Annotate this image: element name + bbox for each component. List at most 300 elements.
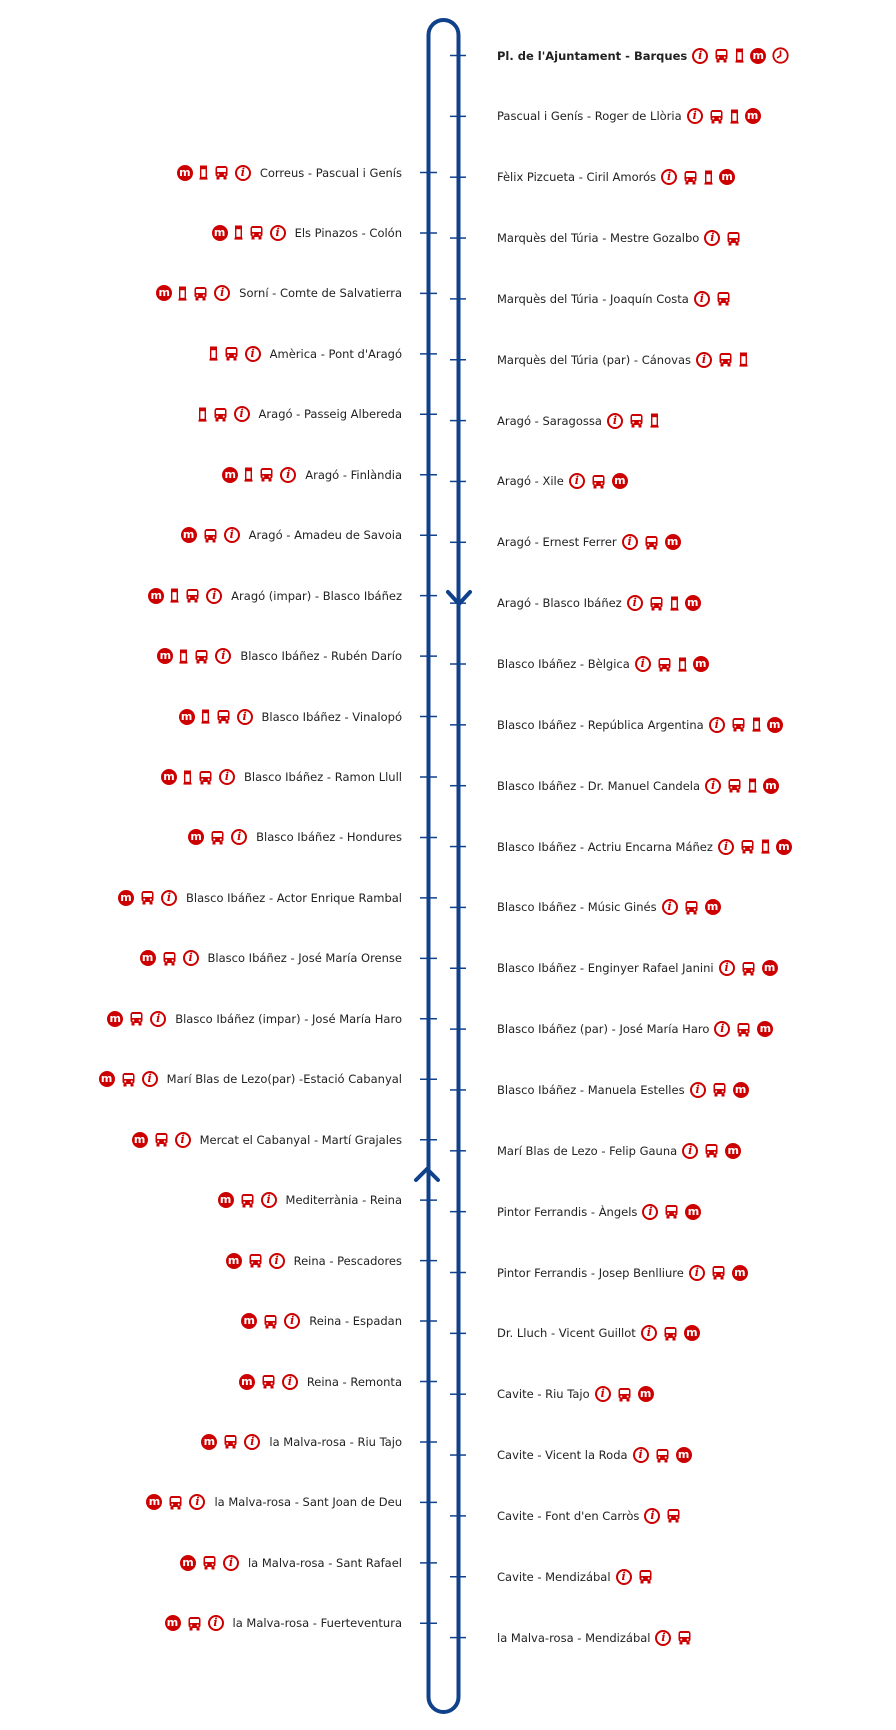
return-stop[interactable]: [157, 644, 402, 668]
metro-icon[interactable]: m: [161, 769, 177, 785]
bus-stop-post-icon[interactable]: [170, 588, 179, 603]
info-icon[interactable]: i: [622, 534, 638, 550]
return-stop[interactable]: [99, 1067, 402, 1091]
return-stop[interactable]: [148, 584, 402, 608]
outbound-stop[interactable]: [497, 1321, 700, 1345]
outbound-stop[interactable]: [497, 44, 789, 68]
stop-name: Mercat el Cabanyal - Martí Grajales: [199, 1132, 402, 1147]
metro-icon[interactable]: m: [99, 1071, 115, 1087]
metro-icon[interactable]: m: [107, 1011, 123, 1027]
metro-icon[interactable]: m: [732, 1265, 748, 1281]
outbound-stop[interactable]: [497, 895, 721, 919]
info-icon[interactable]: i: [616, 1569, 632, 1585]
metro-icon[interactable]: m: [745, 108, 761, 124]
info-icon[interactable]: i: [219, 769, 235, 785]
bus-icon[interactable]: [154, 1132, 169, 1147]
bus-stop-post-icon[interactable]: [179, 649, 188, 664]
stop-services: [218, 1192, 277, 1208]
info-icon[interactable]: i: [719, 960, 735, 976]
stop-services: [132, 1132, 191, 1148]
metro-icon[interactable]: m: [165, 1615, 181, 1631]
stop-name: Aragó - Finlàndia: [305, 467, 402, 482]
stop-services: [705, 778, 779, 794]
stop-name: Pintor Ferrandis - Josep Benlliure: [497, 1265, 684, 1280]
bus-icon[interactable]: [629, 413, 644, 428]
return-stop[interactable]: [198, 402, 402, 426]
stop-services: [633, 1447, 692, 1463]
bus-icon[interactable]: [213, 407, 228, 422]
bus-stop-post-icon[interactable]: [752, 717, 761, 732]
stop-services: [177, 165, 251, 181]
metro-icon[interactable]: m: [638, 1386, 654, 1402]
metro-icon[interactable]: m: [725, 1143, 741, 1159]
bus-icon[interactable]: [140, 890, 155, 905]
stop-name: Marí Blas de Lezo - Felip Gauna: [497, 1143, 678, 1158]
info-icon[interactable]: i: [689, 1265, 705, 1281]
metro-icon[interactable]: m: [612, 473, 628, 489]
return-stop[interactable]: [118, 886, 402, 910]
bus-icon[interactable]: [263, 1314, 278, 1329]
metro-icon[interactable]: m: [239, 1374, 255, 1390]
metro-icon[interactable]: m: [776, 839, 792, 855]
info-icon[interactable]: i: [231, 829, 247, 845]
outbound-stop[interactable]: [497, 1504, 681, 1528]
return-stop[interactable]: [165, 1611, 402, 1635]
stop-name: la Malva-rosa - Sant Rafael: [247, 1555, 402, 1570]
outbound-stop[interactable]: [497, 530, 681, 554]
stop-services: [239, 1374, 298, 1390]
metro-icon[interactable]: m: [218, 1192, 234, 1208]
bus-icon[interactable]: [666, 1508, 681, 1523]
info-icon[interactable]: i: [142, 1071, 158, 1087]
bus-stop-post-icon[interactable]: [739, 352, 748, 367]
metro-icon[interactable]: m: [733, 1082, 749, 1098]
return-stop[interactable]: [161, 765, 402, 789]
stop-services: [188, 829, 247, 845]
bus-icon[interactable]: [644, 535, 659, 550]
bus-icon[interactable]: [223, 1434, 238, 1449]
return-stop[interactable]: [222, 463, 402, 487]
metro-icon[interactable]: m: [665, 534, 681, 550]
return-stop[interactable]: [180, 1551, 402, 1575]
stop-services: [635, 656, 709, 672]
stop-name: Reina - Pescadores: [293, 1253, 402, 1268]
metro-icon[interactable]: m: [179, 709, 195, 725]
stop-services: [146, 1494, 205, 1510]
metro-icon[interactable]: m: [222, 467, 238, 483]
info-icon[interactable]: i: [661, 169, 677, 185]
stop-name: Blasco Ibáñez - Músic Ginés: [497, 900, 657, 915]
outbound-stop[interactable]: [497, 469, 628, 493]
bus-icon[interactable]: [216, 709, 231, 724]
bus-icon[interactable]: [248, 1253, 263, 1268]
info-icon[interactable]: i: [687, 108, 703, 124]
bus-icon[interactable]: [198, 770, 213, 785]
metro-icon[interactable]: m: [201, 1434, 217, 1450]
bus-icon[interactable]: [684, 900, 699, 915]
stop-services: [714, 1021, 773, 1037]
bus-stop-post-icon[interactable]: [198, 407, 207, 422]
bus-icon[interactable]: [224, 346, 239, 361]
stop-services: [709, 717, 783, 733]
metro-icon[interactable]: m: [693, 656, 709, 672]
info-icon[interactable]: i: [696, 352, 712, 368]
metro-icon[interactable]: m: [750, 48, 766, 64]
stop-services: [644, 1508, 681, 1524]
clock-icon[interactable]: [772, 47, 789, 64]
stop-name: Marquès del Túria - Mestre Gozalbo: [497, 231, 700, 246]
stop-name: Pl. de l'Ajuntament - Barques: [497, 48, 688, 63]
stop-services: [148, 588, 222, 604]
bus-stop-post-icon[interactable]: [704, 170, 713, 185]
bus-icon[interactable]: [121, 1072, 136, 1087]
stop-name: Aragó - Xile: [497, 474, 564, 489]
stop-name: Blasco Ibáñez - Ramon Llull: [244, 770, 402, 784]
metro-icon[interactable]: m: [241, 1313, 257, 1329]
metro-icon[interactable]: m: [685, 595, 701, 611]
return-stop[interactable]: [179, 705, 402, 729]
return-stop[interactable]: [188, 825, 402, 849]
stop-services: [595, 1386, 654, 1402]
stop-services: [682, 1143, 741, 1159]
outbound-stop[interactable]: [497, 1626, 692, 1650]
info-icon[interactable]: i: [150, 1011, 166, 1027]
stop-name: Blasco Ibáñez - Vinalopó: [261, 709, 402, 724]
bus-icon[interactable]: [240, 1193, 255, 1208]
bus-icon[interactable]: [704, 1143, 719, 1158]
info-icon[interactable]: i: [633, 1447, 649, 1463]
stop-name: Blasco Ibáñez (par) - José María Haro: [497, 1022, 710, 1037]
outbound-stop[interactable]: [497, 774, 779, 798]
stop-services: [161, 769, 235, 785]
bus-icon[interactable]: [259, 467, 274, 482]
bus-stop-post-icon[interactable]: [183, 770, 192, 785]
bus-icon[interactable]: [203, 528, 218, 543]
info-icon[interactable]: i: [641, 1325, 657, 1341]
metro-icon[interactable]: m: [705, 899, 721, 915]
info-icon[interactable]: i: [206, 588, 222, 604]
metro-icon[interactable]: m: [719, 169, 735, 185]
metro-icon[interactable]: m: [181, 527, 197, 543]
stop-services: [694, 291, 731, 307]
return-stop[interactable]: [107, 1007, 402, 1031]
stop-services: [157, 648, 231, 664]
outbound-stop[interactable]: [497, 226, 741, 250]
bus-stop-post-icon[interactable]: [201, 709, 210, 724]
info-icon[interactable]: i: [690, 1082, 706, 1098]
bus-icon[interactable]: [716, 291, 731, 306]
return-stop[interactable]: [177, 161, 402, 185]
return-stop[interactable]: [156, 281, 402, 305]
info-icon[interactable]: i: [655, 1630, 671, 1646]
stop-services: [719, 960, 778, 976]
bus-icon[interactable]: [741, 961, 756, 976]
info-icon[interactable]: i: [270, 225, 286, 241]
info-icon[interactable]: i: [245, 346, 261, 362]
bus-icon[interactable]: [683, 170, 698, 185]
stop-services: [627, 595, 701, 611]
stop-services: [718, 839, 792, 855]
stop-services: [642, 1204, 701, 1220]
bus-stop-post-icon[interactable]: [730, 109, 739, 124]
info-icon[interactable]: i: [682, 1143, 698, 1159]
outbound-stop[interactable]: [497, 1017, 773, 1041]
info-icon[interactable]: i: [692, 48, 708, 64]
stop-services: [687, 108, 761, 124]
outbound-stop[interactable]: [497, 348, 748, 372]
stop-services: [661, 169, 735, 185]
outbound-stop[interactable]: [497, 104, 761, 128]
stop-services: [241, 1313, 300, 1329]
stop-services: [198, 406, 250, 422]
info-icon[interactable]: i: [635, 656, 651, 672]
bus-icon[interactable]: [249, 225, 264, 240]
stop-name: Marí Blas de Lezo(par) -Estació Cabanyal: [166, 1072, 402, 1087]
bus-stop-post-icon[interactable]: [735, 48, 744, 63]
metro-icon[interactable]: m: [676, 1447, 692, 1463]
info-icon[interactable]: i: [261, 1192, 277, 1208]
bus-icon[interactable]: [709, 109, 724, 124]
stop-name: Cavite - Mendizábal: [497, 1569, 611, 1584]
stop-services: [201, 1434, 260, 1450]
bus-stop-post-icon[interactable]: [234, 225, 243, 240]
bus-icon[interactable]: [214, 165, 229, 180]
stop-services: [140, 950, 199, 966]
stop-name: Sorní - Comte de Salvatierra: [239, 286, 402, 301]
bus-icon[interactable]: [638, 1569, 653, 1584]
metro-icon[interactable]: m: [157, 648, 173, 664]
info-icon[interactable]: i: [569, 473, 585, 489]
stop-services: [156, 285, 230, 301]
info-icon[interactable]: i: [280, 467, 296, 483]
bus-icon[interactable]: [591, 474, 606, 489]
bus-stop-post-icon[interactable]: [199, 165, 208, 180]
stop-name: Blasco Ibáñez - José María Orense: [207, 951, 402, 966]
bus-icon[interactable]: [714, 48, 729, 63]
stop-name: Blasco Ibáñez - Actor Enrique Rambal: [186, 890, 402, 905]
info-icon[interactable]: i: [189, 1494, 205, 1510]
stop-name: Cavite - Font d'en Carròs: [497, 1508, 640, 1523]
metro-icon[interactable]: m: [148, 588, 164, 604]
stop-name: Blasco Ibáñez - Actriu Encarna Máñez: [497, 839, 713, 854]
stop-name: Reina - Espadan: [309, 1314, 402, 1329]
stop-name: Pascual i Genís - Roger de Llòria: [497, 109, 682, 124]
outbound-stop[interactable]: [497, 409, 659, 433]
bus-icon[interactable]: [655, 1448, 670, 1463]
stop-name: Cavite - Vicent la Roda: [497, 1448, 628, 1463]
metro-icon[interactable]: m: [767, 717, 783, 733]
info-icon[interactable]: i: [709, 717, 725, 733]
stop-name: Aragó - Blasco Ibáñez: [497, 596, 622, 611]
metro-icon[interactable]: m: [762, 960, 778, 976]
stop-services: [569, 473, 628, 489]
metro-icon[interactable]: m: [118, 890, 134, 906]
bus-icon[interactable]: [187, 1616, 202, 1631]
bus-icon[interactable]: [657, 657, 672, 672]
metro-icon[interactable]: m: [212, 225, 228, 241]
metro-icon[interactable]: m: [226, 1253, 242, 1269]
return-stop[interactable]: [201, 1430, 402, 1454]
outbound-stop[interactable]: [497, 1139, 741, 1163]
bus-stop-post-icon[interactable]: [761, 839, 770, 854]
return-stop[interactable]: [181, 523, 402, 547]
stop-services: [212, 225, 286, 241]
bus-icon[interactable]: [193, 286, 208, 301]
info-icon[interactable]: i: [175, 1132, 191, 1148]
info-icon[interactable]: i: [714, 1021, 730, 1037]
info-icon[interactable]: i: [704, 230, 720, 246]
bus-icon[interactable]: [185, 588, 200, 603]
stop-name: Blasco Ibáñez (impar) - José María Haro: [175, 1011, 402, 1026]
metro-icon[interactable]: m: [685, 1204, 701, 1220]
bus-icon[interactable]: [663, 1326, 678, 1341]
bus-icon[interactable]: [664, 1204, 679, 1219]
bus-icon[interactable]: [649, 596, 664, 611]
bus-icon[interactable]: [726, 231, 741, 246]
stop-services: [107, 1011, 166, 1027]
info-icon[interactable]: i: [235, 165, 251, 181]
bus-icon[interactable]: [194, 649, 209, 664]
info-icon[interactable]: i: [244, 1434, 260, 1450]
bus-icon[interactable]: [712, 1082, 727, 1097]
stop-name: Mediterrània - Reina: [285, 1193, 402, 1208]
stop-name: Aragó - Amadeu de Savoia: [248, 528, 402, 543]
stop-name: la Malva-rosa - Riu Tajo: [269, 1434, 402, 1449]
return-stop[interactable]: [146, 1490, 402, 1514]
bus-icon[interactable]: [740, 839, 755, 854]
stop-name: Correus - Pascual i Genís: [259, 165, 402, 180]
info-icon[interactable]: i: [644, 1508, 660, 1524]
info-icon[interactable]: i: [662, 899, 678, 915]
stop-services: [655, 1630, 692, 1646]
metro-icon[interactable]: m: [177, 165, 193, 181]
metro-icon[interactable]: m: [684, 1325, 700, 1341]
stop-services: [180, 1555, 239, 1571]
return-stop[interactable]: [241, 1309, 402, 1333]
bus-stop-post-icon[interactable]: [670, 596, 679, 611]
outbound-stop[interactable]: [497, 591, 701, 615]
stop-name: Blasco Ibáñez - Bèlgica: [497, 657, 630, 671]
bus-icon[interactable]: [129, 1011, 144, 1026]
info-icon[interactable]: i: [284, 1313, 300, 1329]
outbound-stop[interactable]: [497, 1443, 692, 1467]
stop-name: Blasco Ibáñez - Dr. Manuel Candela: [497, 778, 701, 793]
outbound-stop[interactable]: [497, 956, 778, 980]
stop-name: la Malva-rosa - Sant Joan de Deu: [214, 1495, 402, 1510]
info-icon[interactable]: i: [718, 839, 734, 855]
stop-name: Els Pinazos - Colón: [294, 225, 402, 240]
info-icon[interactable]: i: [694, 291, 710, 307]
bus-icon[interactable]: [162, 951, 177, 966]
stop-services: [689, 1265, 748, 1281]
metro-icon[interactable]: m: [757, 1021, 773, 1037]
bus-icon[interactable]: [168, 1495, 183, 1510]
bus-icon[interactable]: [718, 352, 733, 367]
outbound-stop[interactable]: [497, 1261, 748, 1285]
stop-name: Marquès del Túria (par) - Cánovas: [497, 352, 691, 367]
info-icon[interactable]: i: [215, 648, 231, 664]
info-icon[interactable]: i: [237, 709, 253, 725]
stop-services: [165, 1615, 224, 1631]
metro-icon[interactable]: m: [763, 778, 779, 794]
info-icon[interactable]: i: [234, 406, 250, 422]
stop-services: [118, 890, 177, 906]
stop-name: Aragó - Saragossa: [497, 413, 602, 428]
bus-stop-post-icon[interactable]: [650, 413, 659, 428]
stop-name: la Malva-rosa - Fuerteventura: [232, 1616, 402, 1631]
info-icon[interactable]: i: [642, 1204, 658, 1220]
outbound-stop[interactable]: [497, 287, 731, 311]
stop-name: Aragó - Ernest Ferrer: [497, 535, 617, 550]
info-icon[interactable]: i: [627, 595, 643, 611]
bus-icon[interactable]: [727, 778, 742, 793]
stop-services: [179, 709, 253, 725]
stop-name: Blasco Ibáñez - Enginyer Rafael Janini: [497, 961, 714, 976]
return-stop[interactable]: [140, 946, 402, 970]
outbound-stop[interactable]: [497, 835, 792, 859]
info-icon[interactable]: i: [269, 1253, 285, 1269]
metro-icon[interactable]: m: [188, 829, 204, 845]
stop-services: [690, 1082, 749, 1098]
info-icon[interactable]: i: [208, 1615, 224, 1631]
bus-icon[interactable]: [711, 1265, 726, 1280]
bus-icon[interactable]: [731, 717, 746, 732]
info-icon[interactable]: i: [607, 413, 623, 429]
metro-icon[interactable]: m: [146, 1494, 162, 1510]
bus-stop-post-icon[interactable]: [244, 467, 253, 482]
outbound-stop[interactable]: [497, 713, 783, 737]
outbound-stop[interactable]: [497, 652, 709, 676]
outbound-stop[interactable]: [497, 1382, 654, 1406]
info-icon[interactable]: i: [183, 950, 199, 966]
bus-icon[interactable]: [202, 1555, 217, 1570]
outbound-stop[interactable]: [497, 165, 735, 189]
bus-icon[interactable]: [736, 1022, 751, 1037]
bus-icon[interactable]: [617, 1387, 632, 1402]
bus-icon[interactable]: [210, 830, 225, 845]
stop-name: Dr. Lluch - Vicent Guillot: [497, 1326, 636, 1341]
bus-stop-post-icon[interactable]: [678, 657, 687, 672]
info-icon[interactable]: i: [224, 527, 240, 543]
bus-stop-post-icon[interactable]: [209, 346, 218, 361]
info-icon[interactable]: i: [214, 285, 230, 301]
bus-stop-post-icon[interactable]: [178, 286, 187, 301]
return-stop[interactable]: [226, 1249, 402, 1273]
info-icon[interactable]: i: [595, 1386, 611, 1402]
outbound-stop[interactable]: [497, 1565, 653, 1589]
stop-name: la Malva-rosa - Mendizábal: [497, 1630, 651, 1645]
return-stop[interactable]: [132, 1128, 402, 1152]
outbound-stop[interactable]: [497, 1078, 749, 1102]
info-icon[interactable]: i: [282, 1374, 298, 1390]
info-icon[interactable]: i: [161, 890, 177, 906]
metro-icon[interactable]: m: [156, 285, 172, 301]
return-stop[interactable]: [212, 221, 402, 245]
metro-icon[interactable]: m: [132, 1132, 148, 1148]
return-stop[interactable]: [218, 1188, 402, 1212]
metro-icon[interactable]: m: [180, 1555, 196, 1571]
outbound-stop[interactable]: [497, 1200, 701, 1224]
bus-icon[interactable]: [677, 1630, 692, 1645]
info-icon[interactable]: i: [705, 778, 721, 794]
info-icon[interactable]: i: [223, 1555, 239, 1571]
bus-icon[interactable]: [261, 1374, 276, 1389]
bus-stop-post-icon[interactable]: [748, 778, 757, 793]
metro-icon[interactable]: m: [140, 950, 156, 966]
stop-name: Reina - Remonta: [306, 1374, 402, 1389]
return-stop[interactable]: [239, 1370, 402, 1394]
return-stop[interactable]: [209, 342, 402, 366]
